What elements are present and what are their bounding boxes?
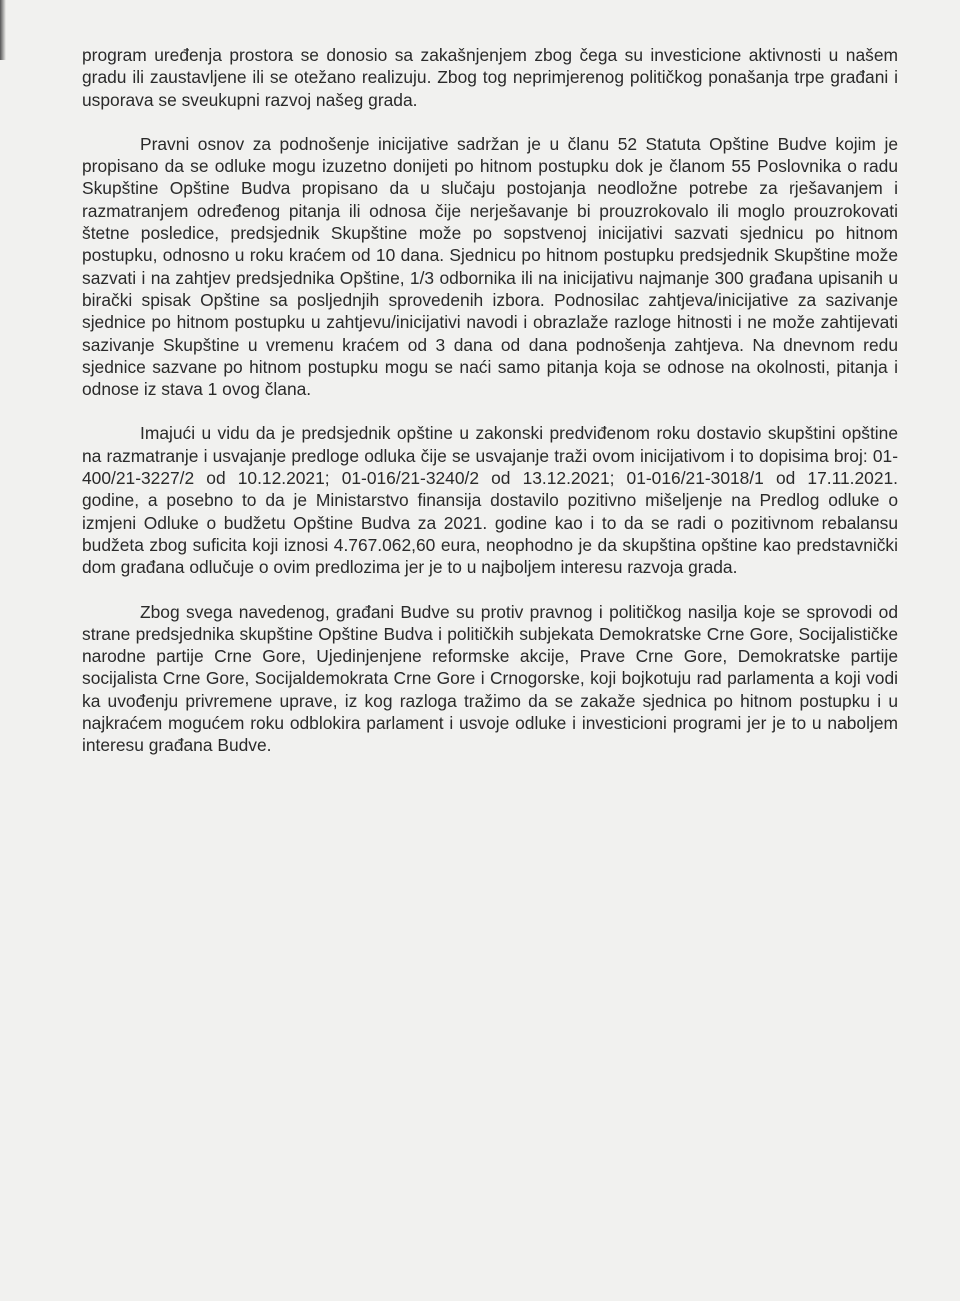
scan-edge-shadow: [0, 0, 6, 60]
paragraph-conclusion: Zbog svega navedenog, građani Budve su protiv pravnog i političkog nasilja koje se sprovodi od strane predsjednika skupštine Opštine Budva i političkih subjekata Demokratske Crne Gore, Socijalističke narodne partije Crne Gore, Ujedinjenjene reformske akcije, Prave Crne Gore, Demokratske partije socijalista Crne Gore, Socijaldemokrata Crne Gore i Crnogorske, koji bojkotuju rad parlamenta a koji vodi ka uvođenju privremene uprave, iz kog razloga tražimo da se zakaže sjednica po hitnom postupku i u najkraćem mogućem roku odblokira parlament i usvoje odluke i investicioni programi jer je to u naboljem interesu građana Budve.: [82, 601, 898, 756]
paragraph-gap: [82, 400, 898, 422]
paragraph-budget-proposals: Imajući u vidu da je predsjednik opštine u zakonski predviđenom roku dostavio skupštini opštine na razmatranje i usvajanje predloge odluka čije se usvajanje traži ovom inicijativom i to dopisima broj: 01-400/21-3227/2 od 10.12.2021; 01-016/21-3240/2 od 13.12.2021; 01-016/21-3018/1 od 17.11.2021. godine, a posebno to da je Ministarstvo finansija dostavilo pozitivno mišeljenje na Predlog odluke o izmjeni Odluke o budžetu Opštine Budva za 2021. godine kao i to da se radi o pozitivnom rebalansu budžeta zbog suficita koji iznosi 4.767.062,60 eura, neophodno je da skupština opštine kao predstavnički dom građana odlučuje o ovim predlozima jer je to u najboljem interesu razvoja grada.: [82, 423, 898, 578]
paragraph-legal-basis: Pravni osnov za podnošenje inicijative sadržan je u članu 52 Statuta Opštine Budve kojim je propisano da se odluke mogu izuzetno donijeti po hitnom postupku dok je članom 55 Poslovnika o radu Skupštine Opštine Budva propisano da u slučaju postojanja neodložne potrebe za rješavanjem i razmatranjem određenog pitanja ili odnosa čije nerješavanje bi prouzrokovalo ili moglo prouzrokovati štetne posledice, predsjednik Skupštine može po sopstvenoj inicijativi sazvati sjednicu po hitnom postupku, odnosno u roku kraćem od 10 dana. Sjednicu po hitnom postupku predsjednik Skupštine može sazvati i na zahtjev predsjednika Opštine, 1/3 odbornika ili na inicijativu najmanje 300 građana upisanih u birački spisak Opštine sa posljednjih sprovedenih izbora. Podnosilac zahtjeva/inicijative za sazivanje sjednice po hitnom postupku u zahtjevu/inicijativi navodi i obrazlaže razloge hitnosti i ne može zahtijevati sazivanje Skupštine u vremenu kraćem od 3 dana od dana podnošenja zahtjeva. Na dnevnom redu sjednice sazvane po hitnom postupku mogu se naći samo pitanja koja se odnose na okolnosti, pitanja i odnose iz stava 1 ovog člana.: [82, 133, 898, 400]
document-body: [82, 44, 898, 757]
paragraph-continuation: program uređenja prostora se donosio sa zakašnjenjem zbog čega su investicione aktivnosti u našem gradu ili zaustavljene ili se otežano realizuju. Zbog tog neprimjerenog političkog ponašanja trpe građani i usporava se sveukupni razvoj našeg grada.: [82, 45, 898, 110]
paragraph-gap: [82, 111, 898, 133]
paragraph-gap: [82, 579, 898, 601]
